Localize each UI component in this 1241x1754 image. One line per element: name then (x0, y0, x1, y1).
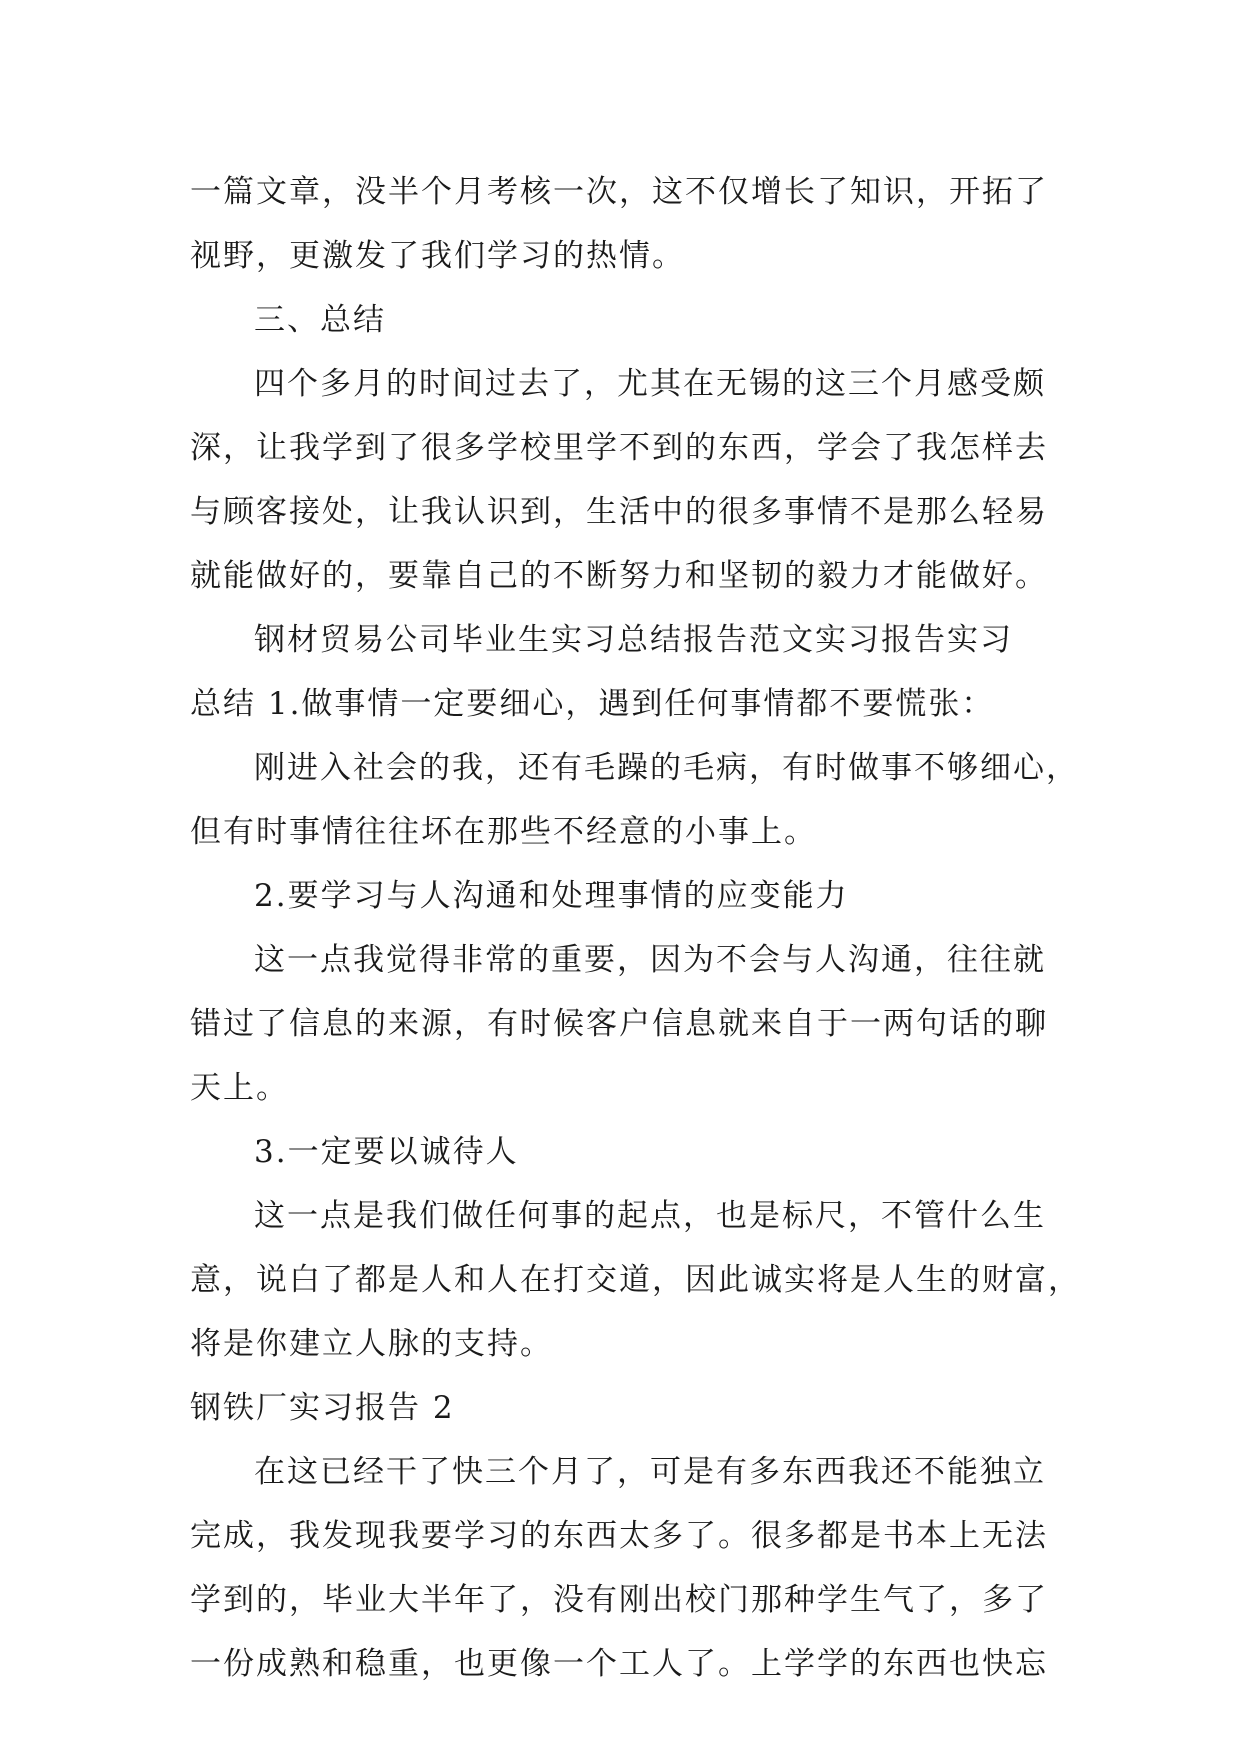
document-page (190, 160, 1081, 1696)
text-line: 总结 1.做事情一定要细心，遇到任何事情都不要慌张： (190, 686, 995, 722)
list-item-heading: 2.要学习与人沟通和处理事情的应变能力 (254, 878, 849, 914)
text-line: 这一点是我们做任何事的起点，也是标尺，不管什么生 (254, 1198, 1046, 1234)
report-title: 钢铁厂实习报告 2 (190, 1390, 455, 1426)
text-line: 与顾客接处，让我认识到，生活中的很多事情不是那么轻易 (190, 494, 1048, 530)
list-item-heading: 3.一定要以诚待人 (254, 1134, 519, 1170)
text-line: 深，让我学到了很多学校里学不到的东西，学会了我怎样去 (190, 430, 1048, 466)
text-line: 视野，更激发了我们学习的热情。 (190, 238, 685, 274)
text-line: 完成，我发现我要学习的东西太多了。很多都是书本上无法 (190, 1518, 1048, 1554)
section-heading: 三、总结 (254, 302, 386, 338)
text-line: 四个多月的时间过去了，尤其在无锡的这三个月感受颇 (254, 366, 1046, 402)
text-line: 就能做好的，要靠自己的不断努力和坚韧的毅力才能做好。 (190, 558, 1048, 594)
text-line: 一份成熟和稳重，也更像一个工人了。上学学的东西也快忘 (190, 1646, 1048, 1682)
text-line: 错过了信息的来源，有时候客户信息就来自于一两句话的聊 (190, 1006, 1048, 1042)
text-line: 一篇文章，没半个月考核一次，这不仅增长了知识，开拓了 (190, 174, 1048, 210)
text-line: 刚进入社会的我，还有毛躁的毛病，有时做事不够细心， (254, 750, 1079, 786)
text-line: 钢材贸易公司毕业生实习总结报告范文实习报告实习 (254, 622, 1013, 658)
text-line: 在这已经干了快三个月了，可是有多东西我还不能独立 (254, 1454, 1046, 1490)
text-line: 但有时事情往往坏在那些不经意的小事上。 (190, 814, 817, 850)
text-line: 意，说白了都是人和人在打交道，因此诚实将是人生的财富， (190, 1262, 1081, 1298)
text-line: 将是你建立人脉的支持。 (190, 1326, 553, 1362)
text-line: 这一点我觉得非常的重要，因为不会与人沟通，往往就 (254, 942, 1046, 978)
text-line: 天上。 (190, 1070, 289, 1106)
text-line: 学到的，毕业大半年了，没有刚出校门那种学生气了，多了 (190, 1582, 1048, 1618)
